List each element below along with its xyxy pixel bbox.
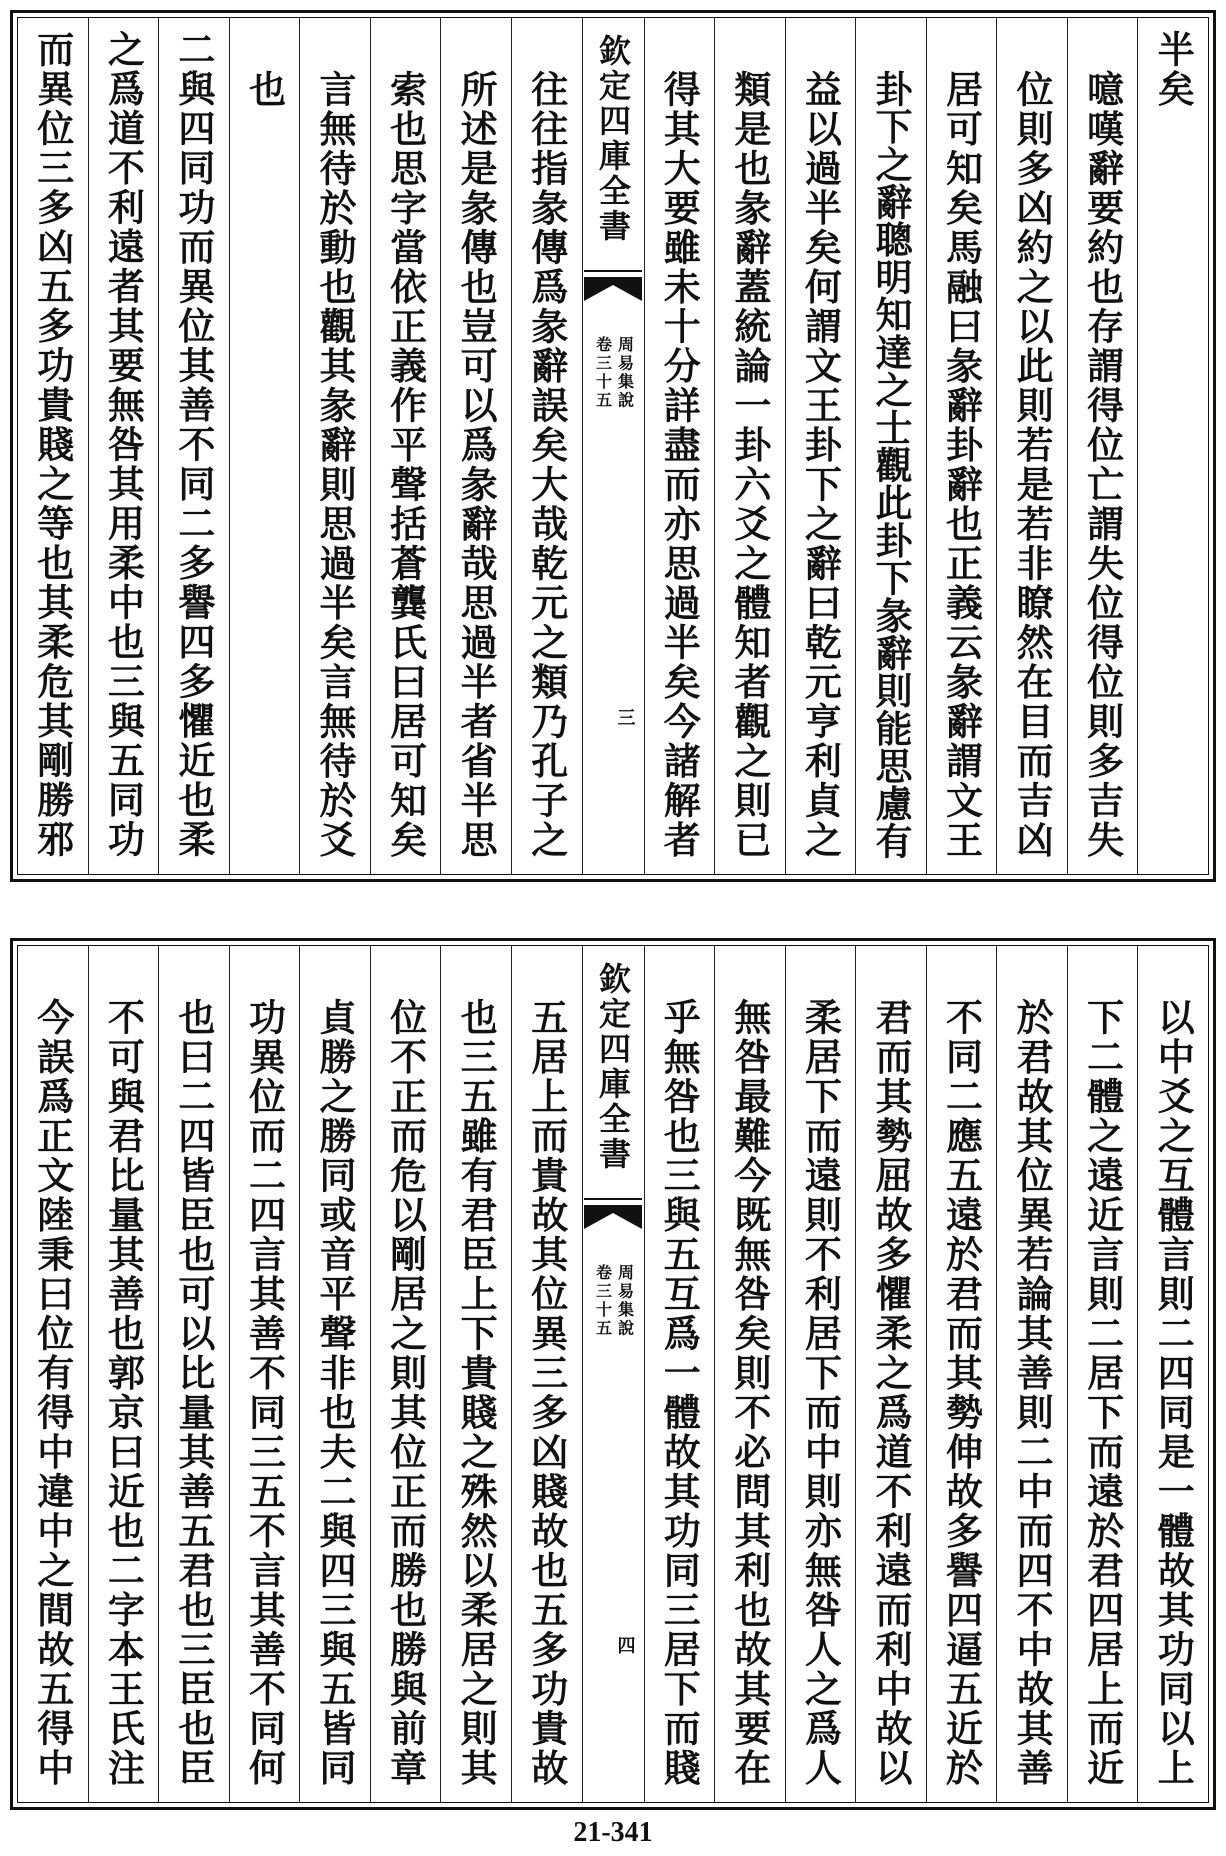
ruled-column <box>158 946 229 1802</box>
juan-number: 卷三十五 <box>593 1264 613 1338</box>
ruled-column <box>299 18 370 874</box>
lower-leaf-text-block <box>17 945 1209 1803</box>
ruled-column <box>926 946 997 1802</box>
leaf-number: 三 <box>614 708 636 726</box>
ruled-column <box>714 946 785 1802</box>
commentary-text: 也 <box>242 69 287 109</box>
ruled-column <box>88 946 159 1802</box>
commentary-text: 不可與君比量其善也郭京曰近也二字本王氏注 <box>101 997 146 1788</box>
commentary-text: 貞勝之勝同或音平聲非也夫二與四三與五皆同 <box>313 997 358 1788</box>
ruled-column <box>644 946 715 1802</box>
commentary-text: 不同二應五遠於君而其勢伸故多譽四逼五近於 <box>939 997 984 1788</box>
main-text: 之爲道不利遠者其要無咎其用柔中也三與五同功 <box>101 30 146 860</box>
ruled-column <box>88 18 159 874</box>
fishtail-mark-icon <box>584 268 642 304</box>
commentary-text: 居可知矣馬融曰彖辭卦辭也正義云彖辭謂文王 <box>939 69 984 860</box>
juan-number: 卷三十五 <box>593 336 613 410</box>
commentary-text: 也三五雖有君臣上下貴賤之殊然以柔居之則其 <box>454 997 499 1788</box>
commentary-text: 無咎最難今既無咎矣則不必問其利也故其要在 <box>727 997 772 1788</box>
commentary-text: 噫嘆辭要約也存謂得位亡謂失位得位則多吉失 <box>1080 69 1125 860</box>
banxin-center-column <box>582 18 644 874</box>
commentary-text: 五居上而貴故其位異三多凶賤故也五多功貴故 <box>524 997 569 1788</box>
commentary-text: 往往指彖傳爲彖辭誤矣大哉乾元之類乃孔子之 <box>524 69 569 860</box>
collection-title: 欽定四庫全書 <box>594 34 632 244</box>
ruled-column <box>714 18 785 874</box>
commentary-text: 於君故其位異若論其善則二中而四不中故其善 <box>1010 997 1055 1788</box>
commentary-text: 也曰二四皆臣也可以比量其善五君也三臣也臣 <box>171 997 216 1788</box>
collection-title: 欽定四庫全書 <box>594 962 632 1172</box>
commentary-text: 功異位而二四言其善不同三五不言其善不同何 <box>242 997 287 1788</box>
commentary-text: 以中爻之互體言則二四同是一體故其功同以上 <box>1151 997 1196 1788</box>
ruled-column <box>996 18 1067 874</box>
ruled-column <box>511 946 582 1802</box>
ruled-column <box>229 18 300 874</box>
commentary-text: 今誤爲正文陸秉曰位有得中違中之間故五得中 <box>30 997 75 1788</box>
main-text: 而異位三多凶五多功貴賤之等也其柔危其剛勝邪 <box>30 30 75 860</box>
ruled-column <box>855 946 926 1802</box>
commentary-text: 索也思字當依正義作平聲括蒼龔氏曰居可知矣 <box>383 69 428 860</box>
commentary-text: 言無待於動也觀其彖辭則思過半矣言無待於爻 <box>313 69 358 860</box>
ruled-column <box>1137 946 1208 1802</box>
commentary-text: 下二體之遠近言則二居下而遠於君四居上而近 <box>1080 997 1125 1788</box>
ruled-column <box>18 946 88 1802</box>
main-text: 二與四同功而異位其善不同二多譽四多懼近也柔 <box>171 30 216 860</box>
ruled-column <box>440 946 511 1802</box>
ruled-column <box>644 18 715 874</box>
commentary-text: 益以過半矣何謂文王卦下之辭曰乾元亨利貞之 <box>798 69 843 860</box>
main-text: 半矣 <box>1151 30 1196 109</box>
lower-leaf <box>10 938 1216 1810</box>
commentary-text: 所述是彖傳也豈可以爲彖辭哉思過半者省半思 <box>454 69 499 860</box>
ruled-column <box>440 18 511 874</box>
upper-leaf-text-block <box>17 17 1209 875</box>
work-title: 周易集說 <box>615 336 635 410</box>
upper-leaf <box>10 10 1216 882</box>
ruled-column <box>299 946 370 1802</box>
ruled-column <box>1067 18 1138 874</box>
banxin-center-column <box>582 946 644 1802</box>
ruled-column <box>370 946 441 1802</box>
ruled-column <box>511 18 582 874</box>
ruled-column <box>229 946 300 1802</box>
ruled-column <box>158 18 229 874</box>
ruled-column <box>1067 946 1138 1802</box>
commentary-text: 類是也彖辭蓋統論一卦六爻之體知者觀之則已 <box>727 69 772 860</box>
commentary-text: 卦下之辭聰明知達之士觀此卦下彖辭則能思慮有 <box>868 69 913 860</box>
ruled-column <box>926 18 997 874</box>
ruled-column <box>370 18 441 874</box>
commentary-text: 柔居下而遠則不利居下而中則亦無咎人之爲人 <box>798 997 843 1788</box>
ruled-column <box>18 18 88 874</box>
commentary-text: 位則多凶約之以此則若是若非瞭然在目而吉凶 <box>1010 69 1055 860</box>
ruled-column <box>855 18 926 874</box>
page-number-footer: 21-341 <box>573 1817 653 1848</box>
commentary-text: 位不正而危以剛居之則其位正而勝也勝與前章 <box>383 997 428 1788</box>
ruled-column <box>996 946 1067 1802</box>
ruled-column <box>1137 18 1208 874</box>
fishtail-mark-icon <box>584 1196 642 1232</box>
ruled-column <box>785 946 856 1802</box>
leaf-number: 四 <box>614 1636 636 1654</box>
work-title: 周易集說 <box>615 1264 635 1338</box>
ruled-column <box>785 18 856 874</box>
commentary-text: 乎無咎也三與五互爲一體故其功同三居下而賤 <box>657 997 702 1788</box>
commentary-text: 得其大要雖未十分詳盡而亦思過半矣今諸解者 <box>657 69 702 860</box>
commentary-text: 君而其勢屈故多懼柔之爲道不利遠而利中故以 <box>868 997 913 1788</box>
